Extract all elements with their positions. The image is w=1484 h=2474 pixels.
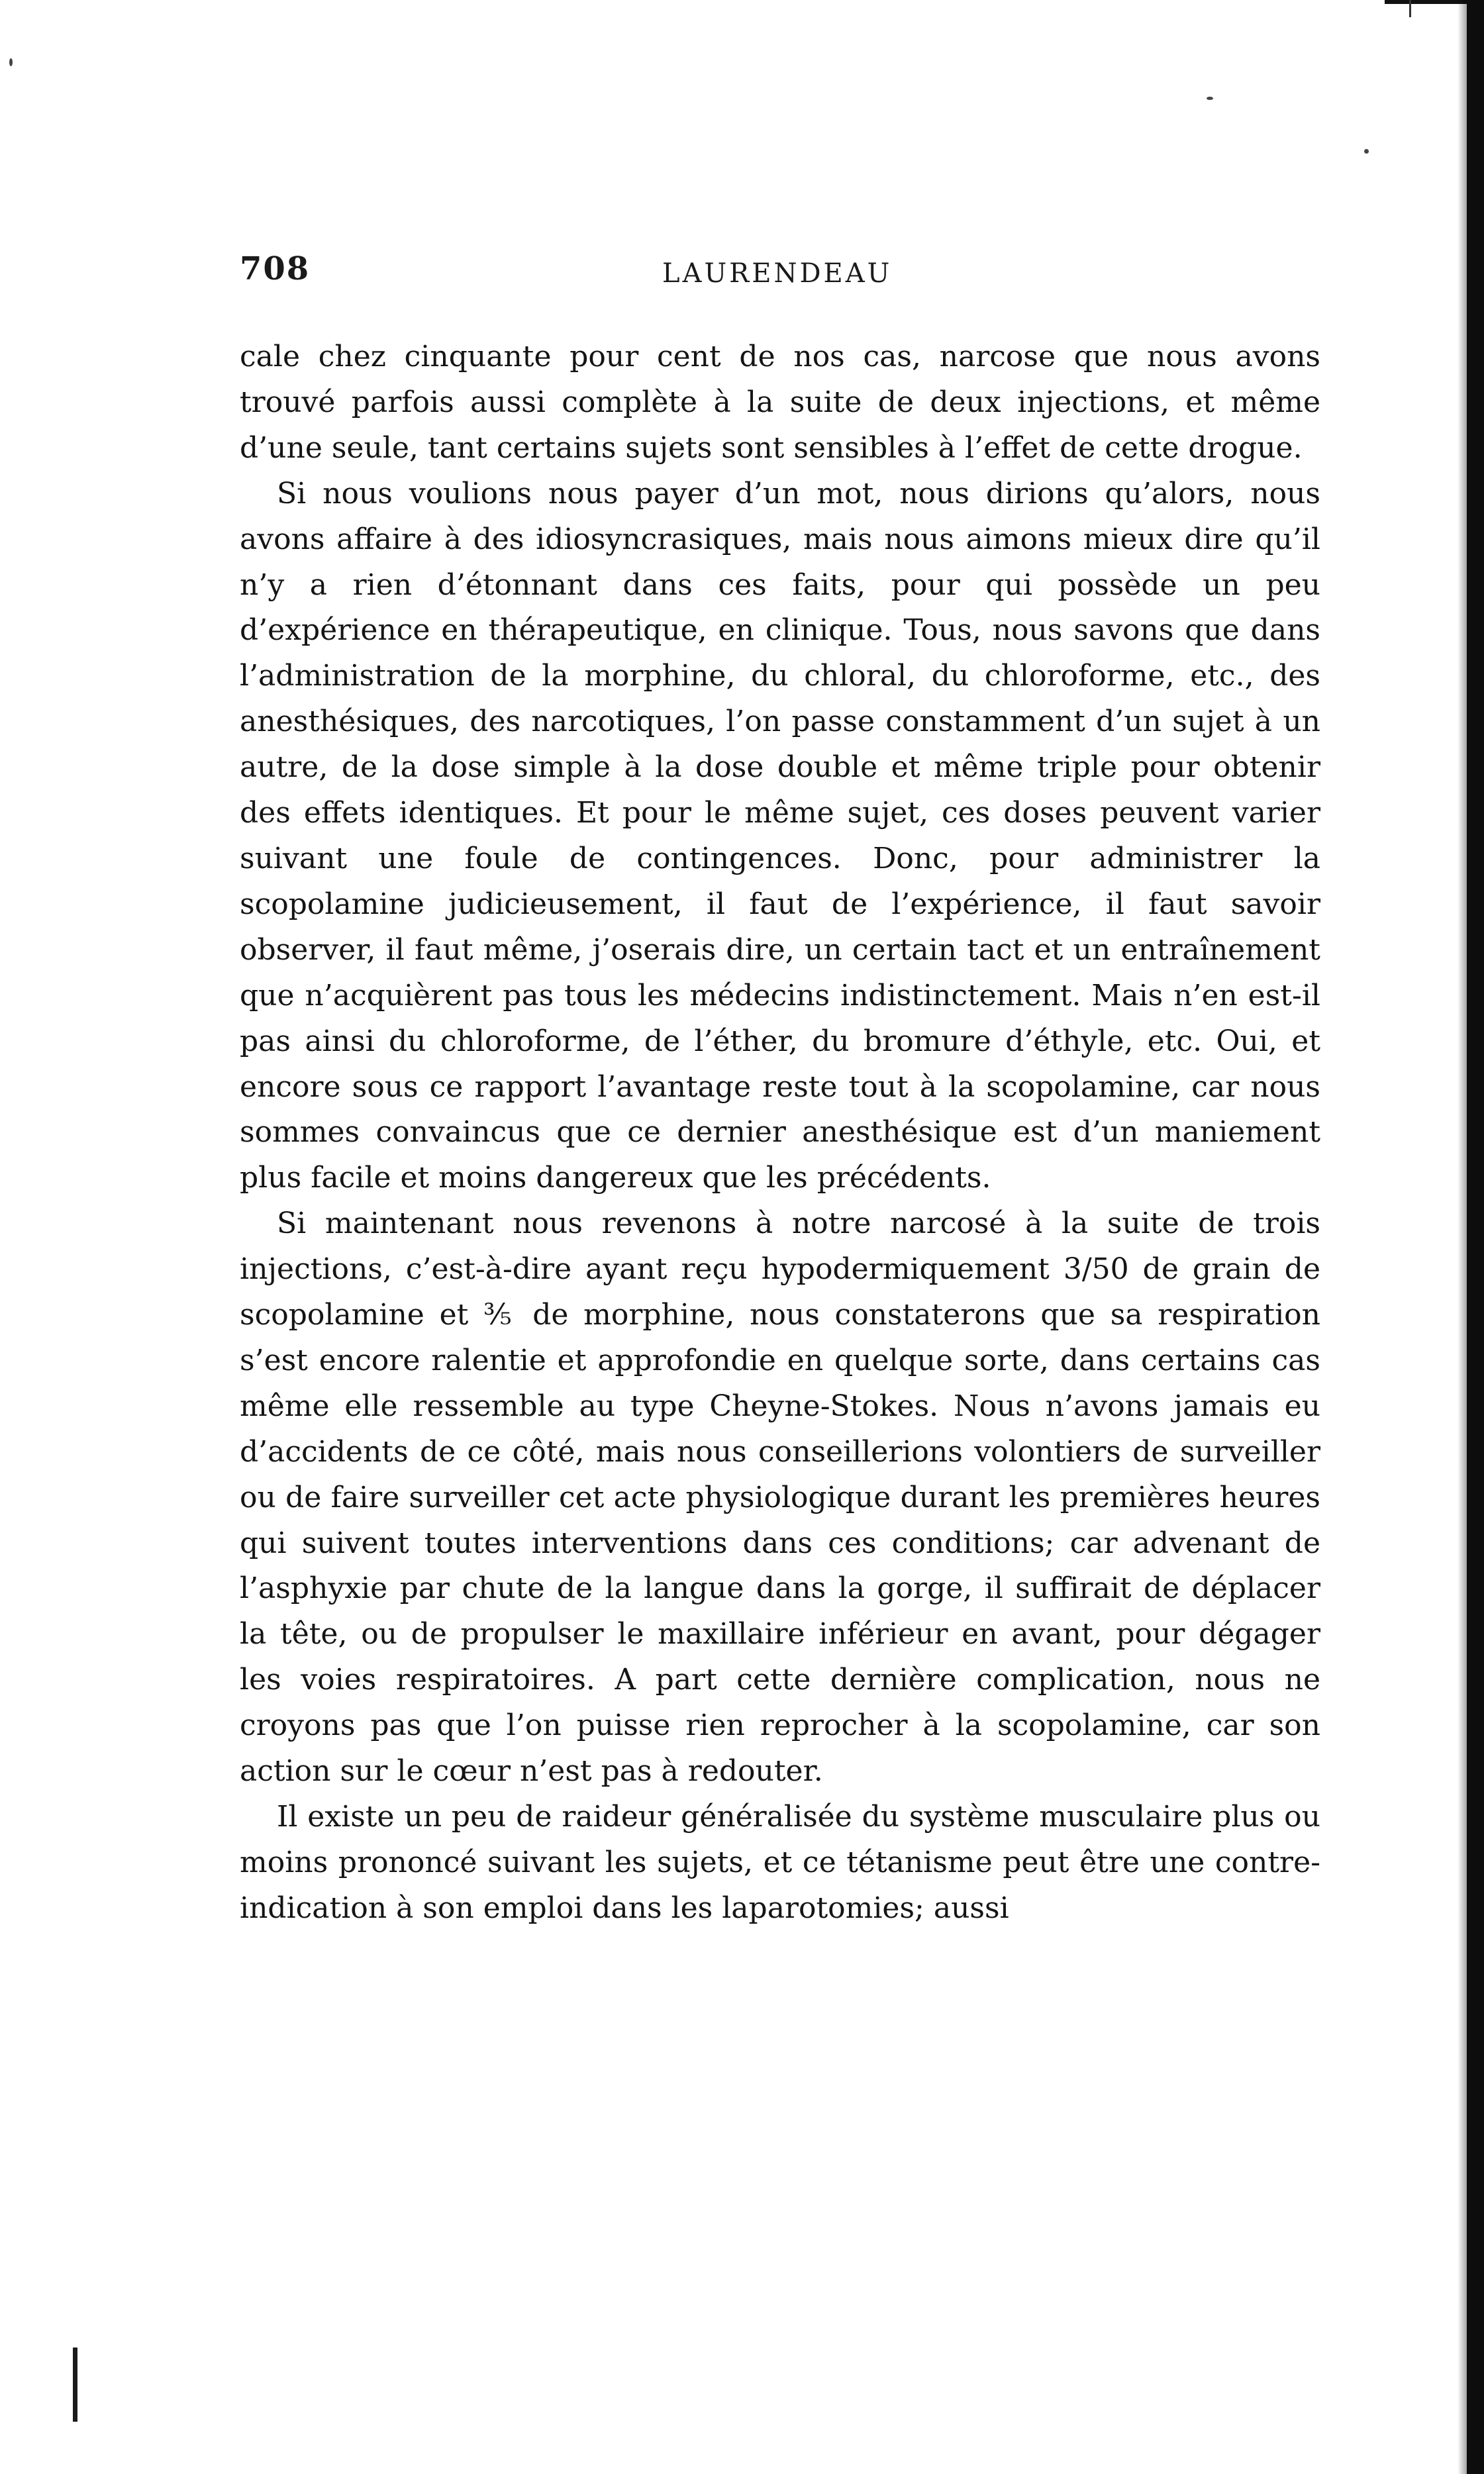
running-title: LAURENDEAU: [662, 258, 893, 289]
margin-mark: [73, 2348, 77, 2422]
paragraph-2: Si nous voulions nous payer d’un mot, nous dirions qu’alors, nous avons affaire à des idiosyncrasiques, mais nous aimons mieux dire qu’il n’y a rien d’étonnant dans ces faits, pour qui possède un peu d’expérience en thérapeutique, en clinique. Tous, nous savons que dans l’administration de la morphine, du chloral, du chloroforme, etc., des anesthésiques, des narcotiques, l’on passe constamment d’un sujet à un autre, de la dose simple à la dose double et même triple pour obtenir des effets identiques. Et pour le même sujet, ces doses peuvent varier suivant une foule de contingences. Donc, pour administrer la scopolamine judicieusement, il faut de l’expérience, il faut savoir observer, il faut même, j’oserais dire, un certain tact et un entraînement que n’acquièrent pas tous les médecins indistinctement. Mais n’en est-il pas ainsi du chloroforme, de l’éther, du bromure d’éthyle, etc. Oui, et encore sous ce rapport l’avantage reste tout à la scopolamine, car nous sommes convaincus que ce dernier anesthésique est d’un maniement plus facile et moins dangereux que les précédents.: [240, 476, 1320, 1195]
page-number: 708: [240, 250, 311, 287]
body-text: [240, 334, 1320, 1932]
binding-shadow: [1458, 0, 1467, 2474]
paragraph-1: cale chez cinquante pour cent de nos cas, narcose que nous avons trouvé parfois aussi complète à la suite de deux injections, et même d’une seule, tant certains sujets sont sensibles à l’effet de cette drogue.: [240, 340, 1320, 465]
scan-corner-stroke: [1409, 0, 1411, 17]
scan-speck: [9, 58, 13, 66]
paragraph-4: Il existe un peu de raideur généralisée du système musculaire plus ou moins prononcé suivant les sujets, et ce tétanisme peut être une contre-indication à son emploi dans les laparotomies; aussi: [240, 1800, 1320, 1925]
scan-speck: [1207, 97, 1213, 100]
paragraph-3: Si maintenant nous revenons à notre narcosé à la suite de trois injections, c’est-à-dire ayant reçu hypodermiquement 3/50 de grain de scopolamine et ⅗ de morphine, nous constaterons que sa respiration s’est encore ralentie et approfondie en quelque sorte, dans certains cas même elle ressemble au type Cheyne-Stokes. Nous n’avons jamais eu d’accidents de ce côté, mais nous conseillerions volontiers de surveiller ou de faire surveiller cet acte physiologique durant les premières heures qui suivent toutes interventions dans ces conditions; car advenant de l’asphyxie par chute de la langue dans la gorge, il suffirait de déplacer la tête, ou de propulser le maxillaire inférieur en avant, pour dégager les voies respiratoires. A part cette dernière complication, nous ne croyons pas que l’on puisse rien reprocher à la scopolamine, car son action sur le cœur n’est pas à redouter.: [240, 1207, 1320, 1789]
scan-speck: [1364, 149, 1369, 154]
binding-edge: [1467, 0, 1484, 2474]
